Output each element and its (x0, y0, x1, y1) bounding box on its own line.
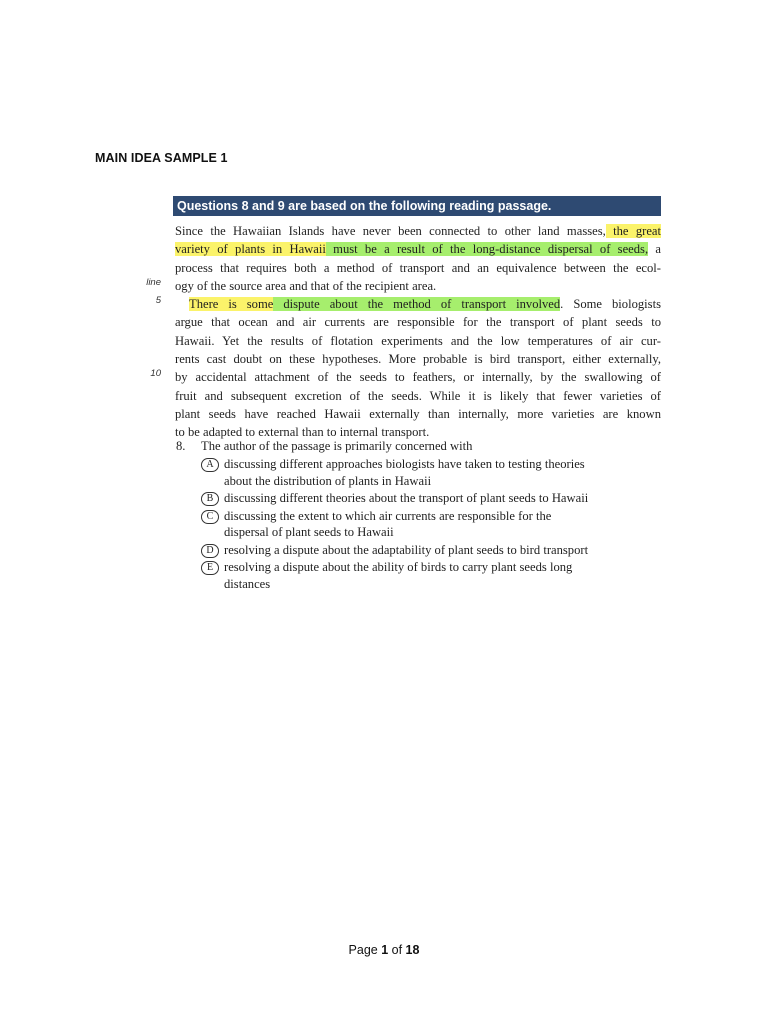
option-text: dispersal of plant seeds to Hawaii (224, 525, 394, 539)
answer-options (201, 456, 656, 592)
green-highlight: dispute about the method of transport involved (273, 297, 561, 312)
passage-line-5 (175, 295, 661, 313)
answer-option-b[interactable] (201, 490, 656, 507)
answer-option-a[interactable] (201, 456, 656, 489)
passage-text: . Some biologists (560, 297, 661, 312)
question-number: 8. (176, 439, 186, 453)
option-text: discussing different approaches biologists have taken to testing theories (224, 457, 585, 471)
passage-line-1 (175, 222, 661, 240)
answer-option-e[interactable] (201, 559, 656, 592)
footer-prefix: Page (348, 943, 382, 957)
passage-line-12: to be adapted to external than to internal transport. (175, 425, 430, 440)
option-letter-circle: E (201, 561, 219, 575)
reading-passage (175, 222, 661, 442)
answer-option-d[interactable] (201, 542, 656, 559)
total-page-count: 18 (405, 943, 420, 957)
passage-line-8: rents cast doubt on these hypotheses. More probable is bird transport, either externally, (175, 352, 661, 367)
question-8 (176, 437, 656, 593)
green-highlight: must be a result of the long-distance dispersal of seeds, (325, 242, 649, 257)
passage-text: a (648, 242, 661, 257)
option-letter-circle: D (201, 544, 219, 558)
option-letter-circle: C (201, 510, 219, 524)
answer-option-c[interactable] (201, 508, 656, 541)
passage-line-11: plant seeds have reached Hawaii externally than internally, more varieties are known (175, 406, 661, 421)
option-text: about the distribution of plants in Hawaii (224, 473, 432, 488)
passage-line-7: Hawaii. Yet the results of flotation experiments and the low temperatures of air cur- (175, 333, 661, 348)
question-text: The author of the passage is primarily concerned with (201, 439, 473, 453)
line-number-10: 10 (150, 368, 161, 379)
passage-line-10: fruit and subsequent excretion of the seeds. While it is likely that fewer varieties of (175, 388, 661, 403)
line-label: line (146, 277, 161, 288)
option-text: resolving a dispute about the ability of birds to carry plant seeds long (224, 560, 573, 574)
passage-text: Since the Hawaiian Islands have never been connected to other land masses, (175, 224, 606, 238)
option-text: discussing different theories about the transport of plant seeds to Hawaii (224, 491, 589, 505)
option-text: resolving a dispute about the adaptability of plant seeds to bird transport (224, 542, 589, 557)
questions-banner: Questions 8 and 9 are based on the following reading passage. (173, 196, 661, 216)
page-footer (0, 943, 768, 957)
question-stem (176, 437, 656, 455)
passage-line-4: ogy of the source area and that of the recipient area. (175, 278, 437, 293)
current-page-number: 1 (381, 943, 389, 957)
option-text: discussing the extent to which air currents are responsible for the (224, 508, 552, 523)
line-number-5: 5 (155, 295, 161, 306)
footer-of: of (388, 943, 406, 957)
option-text: distances (224, 576, 271, 591)
option-letter-circle: B (201, 492, 219, 506)
passage-line-3: process that requires both a method of transport and an equivalence between the ecol- (175, 260, 661, 275)
yellow-highlight: There is some (189, 297, 274, 312)
passage-line-2 (175, 240, 661, 258)
option-letter-circle: A (201, 458, 219, 472)
yellow-highlight: the great (605, 224, 661, 238)
passage-line-9: by accidental attachment of the seeds to feathers, or internally, by the swallowing of (175, 370, 661, 385)
yellow-highlight: variety of plants in Hawaii (175, 242, 326, 257)
document-title: MAIN IDEA SAMPLE 1 (95, 151, 228, 165)
passage-line-6: argue that ocean and air currents are responsible for the transport of plant seeds to (175, 315, 661, 330)
